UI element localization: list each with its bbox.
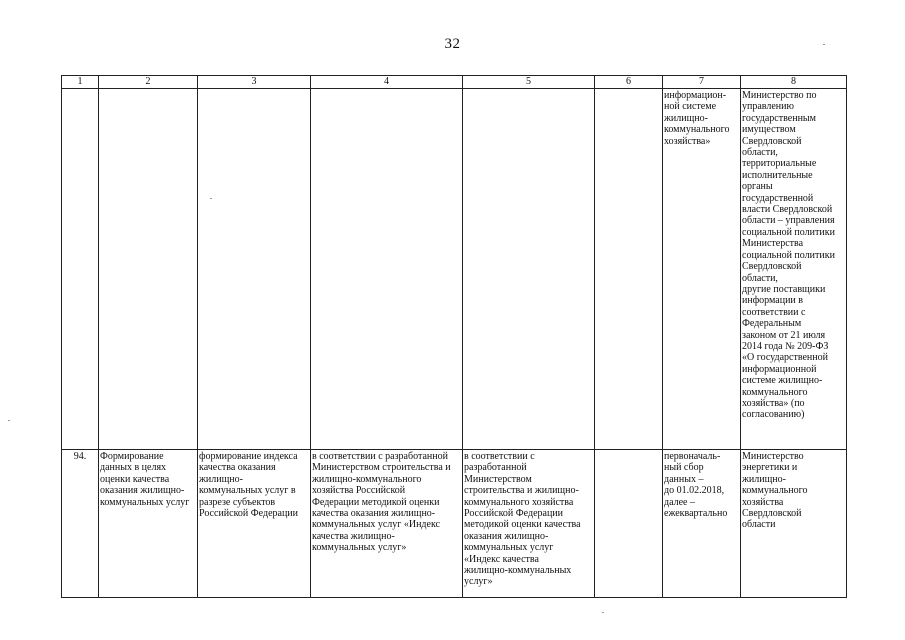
col-header-6: 6 bbox=[595, 76, 663, 89]
col-header-7: 7 bbox=[663, 76, 741, 89]
table-cell: формирование индекса качества оказания жилищно- коммунальных услуг в разрезе субъектов Российской Федерации bbox=[198, 450, 311, 598]
header-row bbox=[62, 76, 847, 89]
table-cell bbox=[463, 89, 595, 450]
table-cell: в соответствии с разработанной Министерством строительства и жилищно-коммунального хозяйства Российской Федерации методикой оценки качества оказания жилищно- коммунальных услуг «Индекс качества жилищно- коммунальных услуг» bbox=[311, 450, 463, 598]
table-cell: в соответствии с разработанной Министерством строительства и жилищно- коммунального хозяйства Российской Федерации методикой оценки качества оказания жилищно- коммунальных услуг «Индекс качества жилищно-коммунальных услуг» bbox=[463, 450, 595, 598]
col-header-8: 8 bbox=[741, 76, 847, 89]
table-cell bbox=[99, 89, 198, 450]
table-cell: Министерство по управлению государственным имуществом Свердловской области, территориальные исполнительные органы государственной власти Свердловской области – управления социальной политики Министерства социальной политики Свердловской области, другие поставщики информации в соответствии с Федеральным законом от 21 июля 2014 года № 209-ФЗ «О государственной информационной системе жилищно- коммунального хозяйства» (по согласованию) bbox=[741, 89, 847, 450]
col-header-2: 2 bbox=[99, 76, 198, 89]
scan-speck bbox=[210, 198, 212, 199]
table-cell bbox=[62, 89, 99, 450]
scan-speck bbox=[602, 612, 604, 613]
row-number-cell: 94. bbox=[62, 450, 99, 598]
table-row-continuation bbox=[62, 89, 847, 450]
table-cell bbox=[311, 89, 463, 450]
scan-speck bbox=[823, 44, 825, 45]
table-row-94 bbox=[62, 450, 847, 598]
scan-speck bbox=[8, 420, 10, 421]
table-cell bbox=[595, 450, 663, 598]
table-cell: Формирование данных в целях оценки качества оказания жилищно- коммунальных услуг bbox=[99, 450, 198, 598]
table-cell bbox=[595, 89, 663, 450]
document-table bbox=[61, 75, 847, 598]
col-header-5: 5 bbox=[463, 76, 595, 89]
table-cell: Министерство энергетики и жилищно- коммунального хозяйства Свердловской области bbox=[741, 450, 847, 598]
col-header-1: 1 bbox=[62, 76, 99, 89]
page-number: 32 bbox=[444, 36, 461, 52]
col-header-3: 3 bbox=[198, 76, 311, 89]
table-cell: информацион- ной системе жилищно- коммунального хозяйства» bbox=[663, 89, 741, 450]
col-header-4: 4 bbox=[311, 76, 463, 89]
table-cell: первоначаль- ный сбор данных – до 01.02.2018, далее – ежеквартально bbox=[663, 450, 741, 598]
table-cell bbox=[198, 89, 311, 450]
